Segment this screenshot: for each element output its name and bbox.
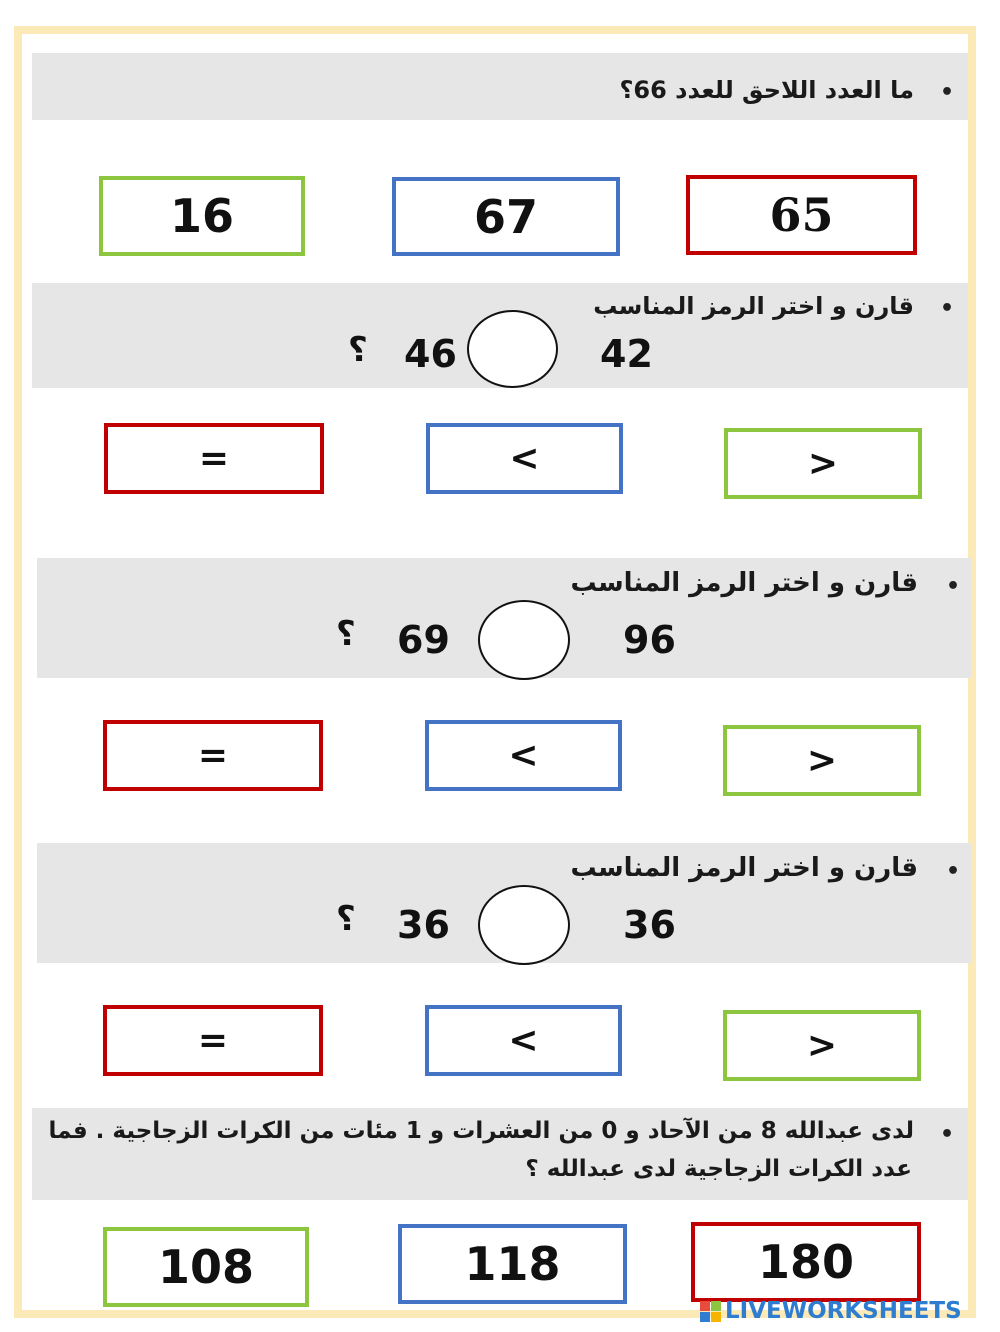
symbol-option-greater-than[interactable]: > (723, 725, 921, 796)
liveworksheets-logo-text: LIVEWORKSHEETS (725, 1298, 962, 1324)
symbol-option-greater-than[interactable]: > (723, 1010, 921, 1081)
question-2-right-number: 42 (600, 332, 653, 376)
answer-option-180[interactable]: 180 (691, 1222, 921, 1302)
question-3-right-number: 96 (623, 618, 676, 662)
symbol-option-less-than[interactable]: < (425, 720, 622, 791)
question-5-text-line2: عدد الكرات الزجاجية لدى عبدالله ؟ (525, 1156, 912, 1182)
question-4-answer-circle (478, 885, 570, 965)
bullet-5: • (940, 1122, 955, 1147)
answer-option-108[interactable]: 108 (103, 1227, 309, 1307)
answer-option-67[interactable]: 67 (392, 177, 620, 256)
bullet-1: • (940, 80, 955, 105)
question-2-mark: ؟ (348, 330, 368, 370)
question-4-text: قارن و اختر الرمز المناسب (570, 853, 918, 883)
symbol-option-less-than[interactable]: < (425, 1005, 622, 1076)
liveworksheets-logo (700, 1296, 962, 1326)
question-3-left-number: 69 (397, 618, 450, 662)
question-3-text: قارن و اختر الرمز المناسب (570, 568, 918, 598)
question-4-left-number: 36 (397, 903, 450, 947)
question-2-left-number: 46 (404, 332, 457, 376)
question-2-text: قارن و اختر الرمز المناسب (593, 292, 914, 320)
symbol-option-equal[interactable]: = (103, 720, 323, 791)
question-3-answer-circle (478, 600, 570, 680)
answer-option-16[interactable]: 16 (99, 176, 305, 256)
question-1-text: ما العدد اللاحق للعدد 66؟ (619, 76, 914, 104)
bullet-4: • (946, 859, 961, 884)
bullet-3: • (946, 574, 961, 599)
symbol-option-equal[interactable]: = (103, 1005, 323, 1076)
answer-option-65[interactable]: 65 (686, 175, 917, 255)
question-4-mark: ؟ (336, 899, 356, 939)
bullet-2: • (940, 296, 955, 321)
question-4-right-number: 36 (623, 903, 676, 947)
symbol-option-less-than[interactable]: < (426, 423, 623, 494)
symbol-option-greater-than[interactable]: > (724, 428, 922, 499)
answer-option-118[interactable]: 118 (398, 1224, 627, 1304)
question-2-answer-circle (467, 310, 558, 388)
question-5-text-line1: لدى عبدالله 8 من الآحاد و 0 من العشرات و 1 مئات من الكرات الزجاجية . فما (48, 1118, 914, 1144)
symbol-option-equal[interactable]: = (104, 423, 324, 494)
liveworksheets-logo-icon (700, 1301, 721, 1322)
question-3-mark: ؟ (336, 614, 356, 654)
